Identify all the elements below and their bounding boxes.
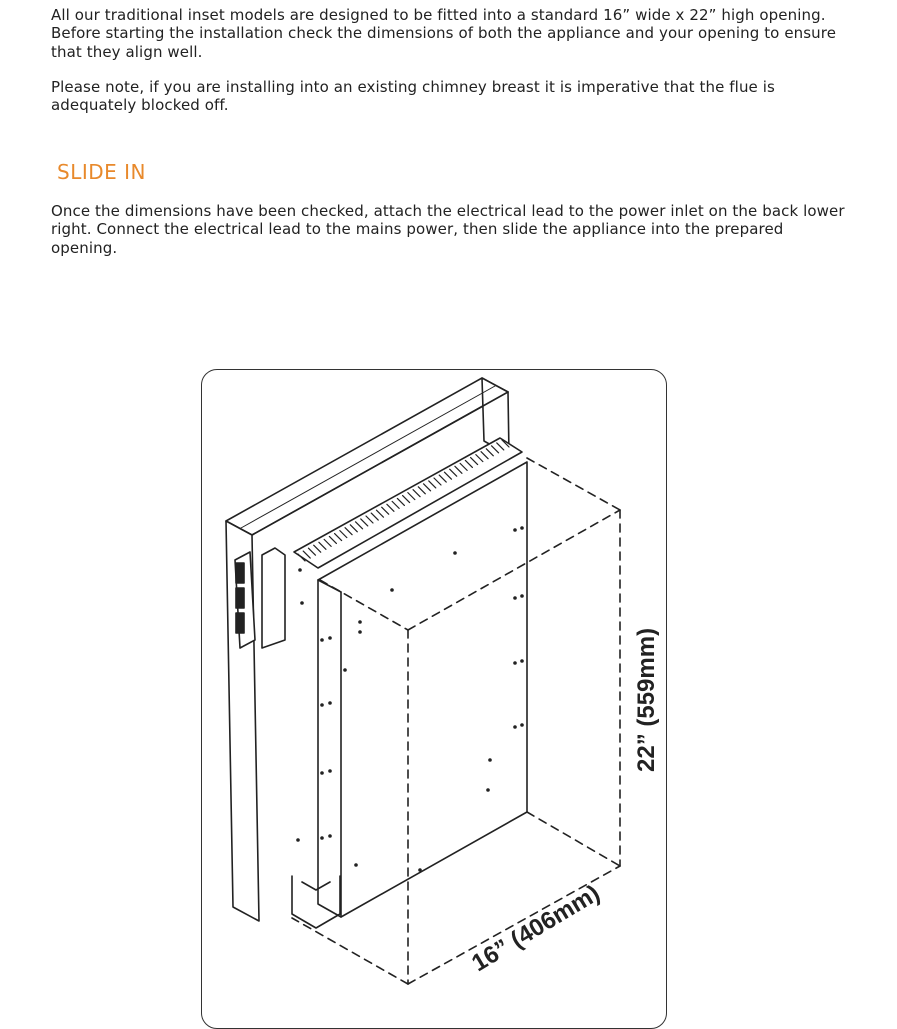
rivet-dot [358, 620, 362, 624]
rivet-dot [513, 596, 517, 600]
rivet-dot [320, 638, 324, 642]
rivet-dot [390, 588, 394, 592]
rivet-dot [513, 528, 517, 532]
rivet-dot [520, 723, 524, 727]
rivet-dot [328, 769, 332, 773]
rivet-dot [328, 834, 332, 838]
rivet-dot [320, 836, 324, 840]
rivet-dot [520, 659, 524, 663]
rivet-dot [320, 771, 324, 775]
switch-panel-icon [236, 563, 244, 633]
rivet-dot [488, 758, 492, 762]
rivet-dot [453, 551, 457, 555]
rivet-dot [418, 868, 422, 872]
rivet-dot [328, 701, 332, 705]
rivet-dot [486, 788, 490, 792]
rivet-dot [343, 668, 347, 672]
rivet-dot [520, 594, 524, 598]
intro-paragraph-1: All our traditional inset models are designed to be fitted into a standard 16” wide x 22” high opening. Before starting the installation check the dimensions of both the appliance and your opening to ensure that they align well. [51, 6, 837, 61]
rivet-dot [298, 568, 302, 572]
intro-paragraph-2: Please note, if you are installing into an existing chimney breast it is imperative that the flue is adequately blocked off. [51, 78, 775, 115]
rivet-dot [296, 838, 300, 842]
section-body: Once the dimensions have been checked, attach the electrical lead to the power inlet on the back lower right. Connect the electrical lead to the mains power, then slide the appliance into the prepared opening. [51, 202, 845, 257]
rivet-dot [320, 703, 324, 707]
rivet-dot [354, 863, 358, 867]
rivet-dot [328, 636, 332, 640]
section-heading: SLIDE IN [57, 160, 146, 184]
rivet-dot [520, 526, 524, 530]
width-dimension-label: 16” (406mm) [467, 879, 605, 978]
height-dimension-label: 22” (559mm) [633, 627, 660, 772]
rivet-dot [513, 725, 517, 729]
rivet-dot [300, 601, 304, 605]
rivet-dot [358, 630, 362, 634]
rivet-dot [513, 661, 517, 665]
